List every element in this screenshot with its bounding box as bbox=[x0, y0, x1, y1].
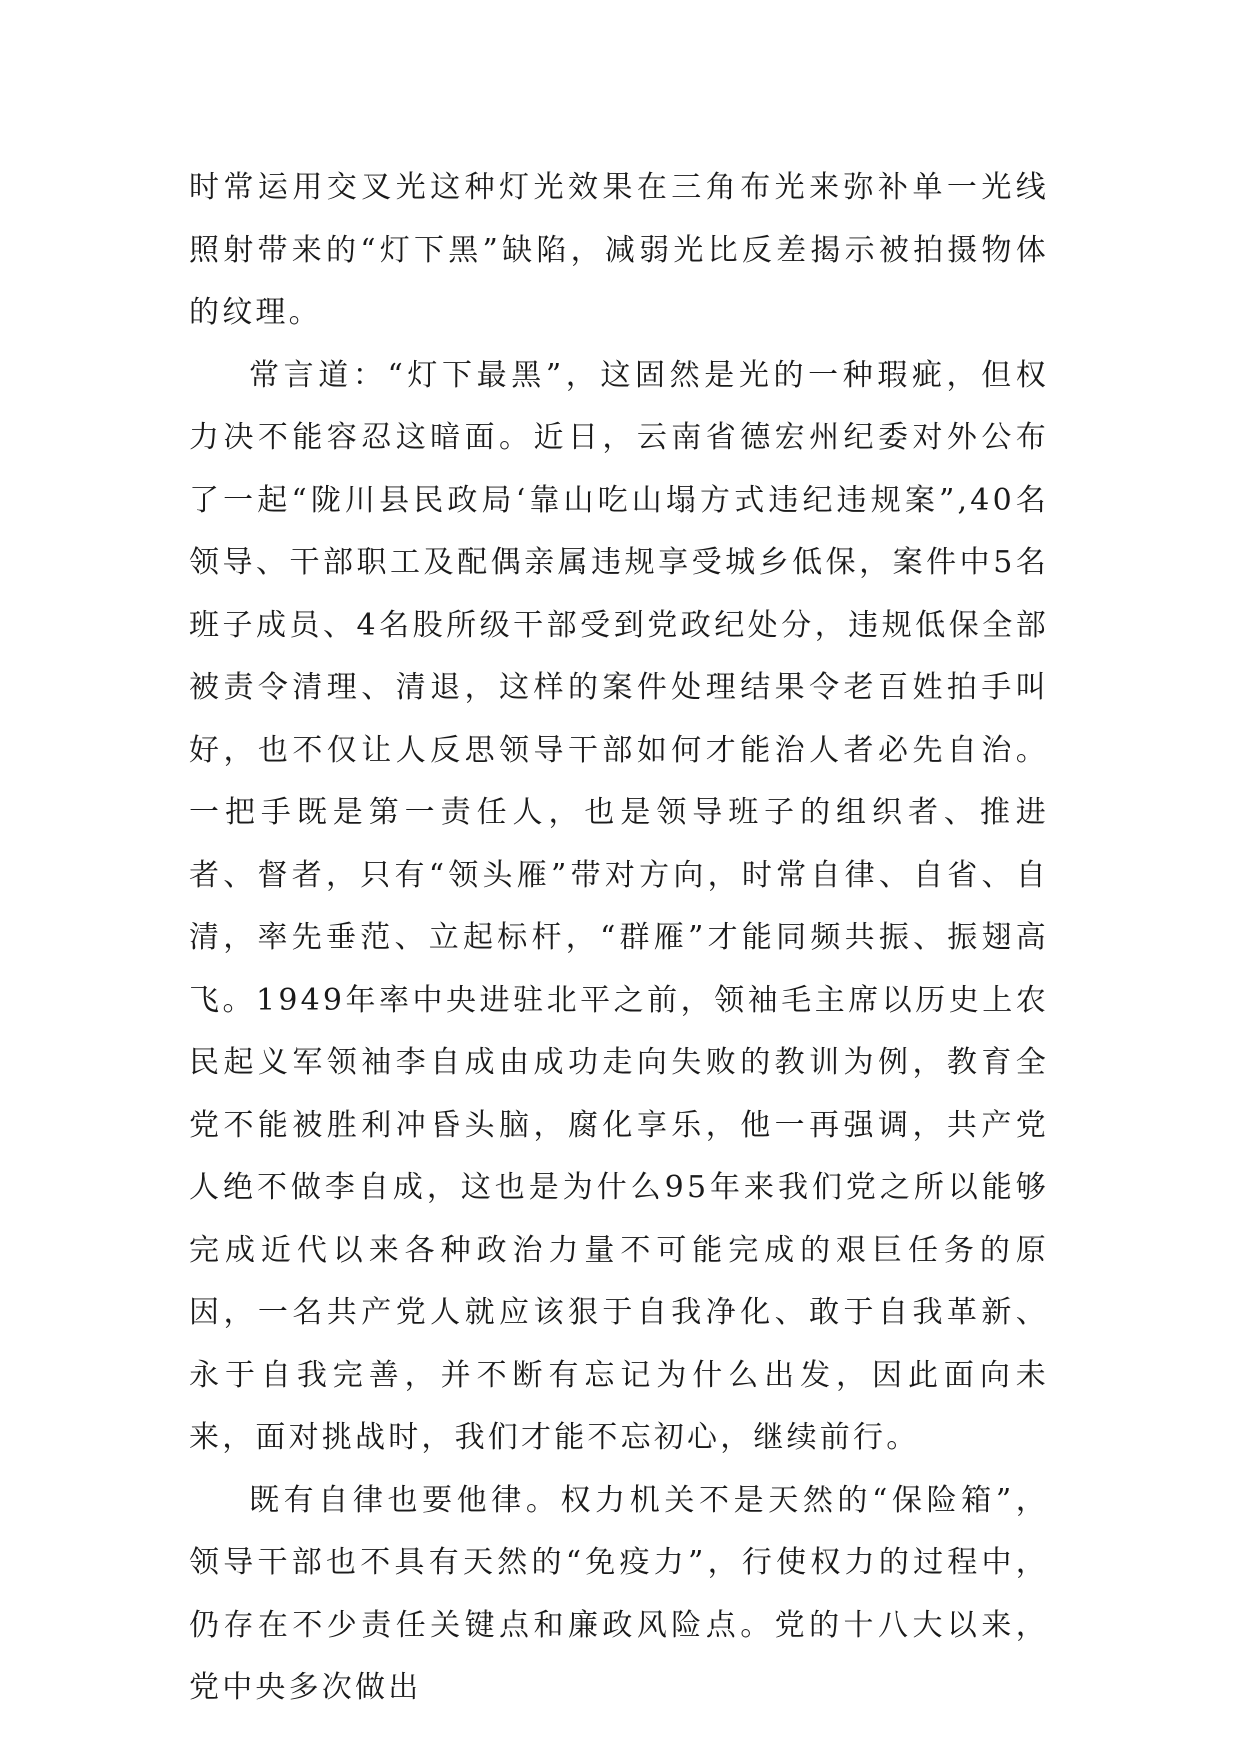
paragraph-2: 常言道：“灯下最黑”，这固然是光的一种瑕疵，但权力决不能容忍这暗面。近日，云南省德宏州纪委对外公布了一起“陇川县民政局‘靠山吃山塌方式违纪违规案”,40名领导、干部职工及配偶亲属违规享受城乡低保，案件中5名班子成员、4名股所级干部受到党政纪处分，违规低保全部被责令清理、清退，这样的案件处理结果令老百姓拍手叫好，也不仅让人反思领导干部如何才能治人者必先自治。一把手既是第一责任人，也是领导班子的组织者、推进者、督者，只有“领头雁”带对方向，时常自律、自省、自清，率先垂范、立起标杆，“群雁”才能同频共振、振翅高飞。1949年率中央进驻北平之前，领袖毛主席以历史上农民起义军领袖李自成由成功走向失败的教训为例，教育全党不能被胜利冲昏头脑，腐化享乐，他一再强调，共产党人绝不做李自成，这也是为什么95年来我们党之所以能够完成近代以来各种政治力量不可能完成的艰巨任务的原因，一名共产党人就应该狠于自我净化、敢于自我革新、永于自我完善，并不断有忘记为什么出发，因此面向未来，面对挑战时，我们才能不忘初心，继续前行。 bbox=[189, 357, 1049, 1455]
paragraph-3: 既有自律也要他律。权力机关不是天然的“保险箱”，领导干部也不具有天然的“免疫力”，行使权力的过程中，仍存在不少责任关键点和廉政风险点。党的十八大以来，党中央多次做出 bbox=[189, 1482, 1049, 1705]
document-body bbox=[189, 157, 1049, 1720]
paragraph-1: 时常运用交叉光这种灯光效果在三角布光来弥补单一光线照射带来的“灯下黑”缺陷，减弱光比反差揭示被拍摄物体的纹理。 bbox=[189, 170, 1049, 330]
